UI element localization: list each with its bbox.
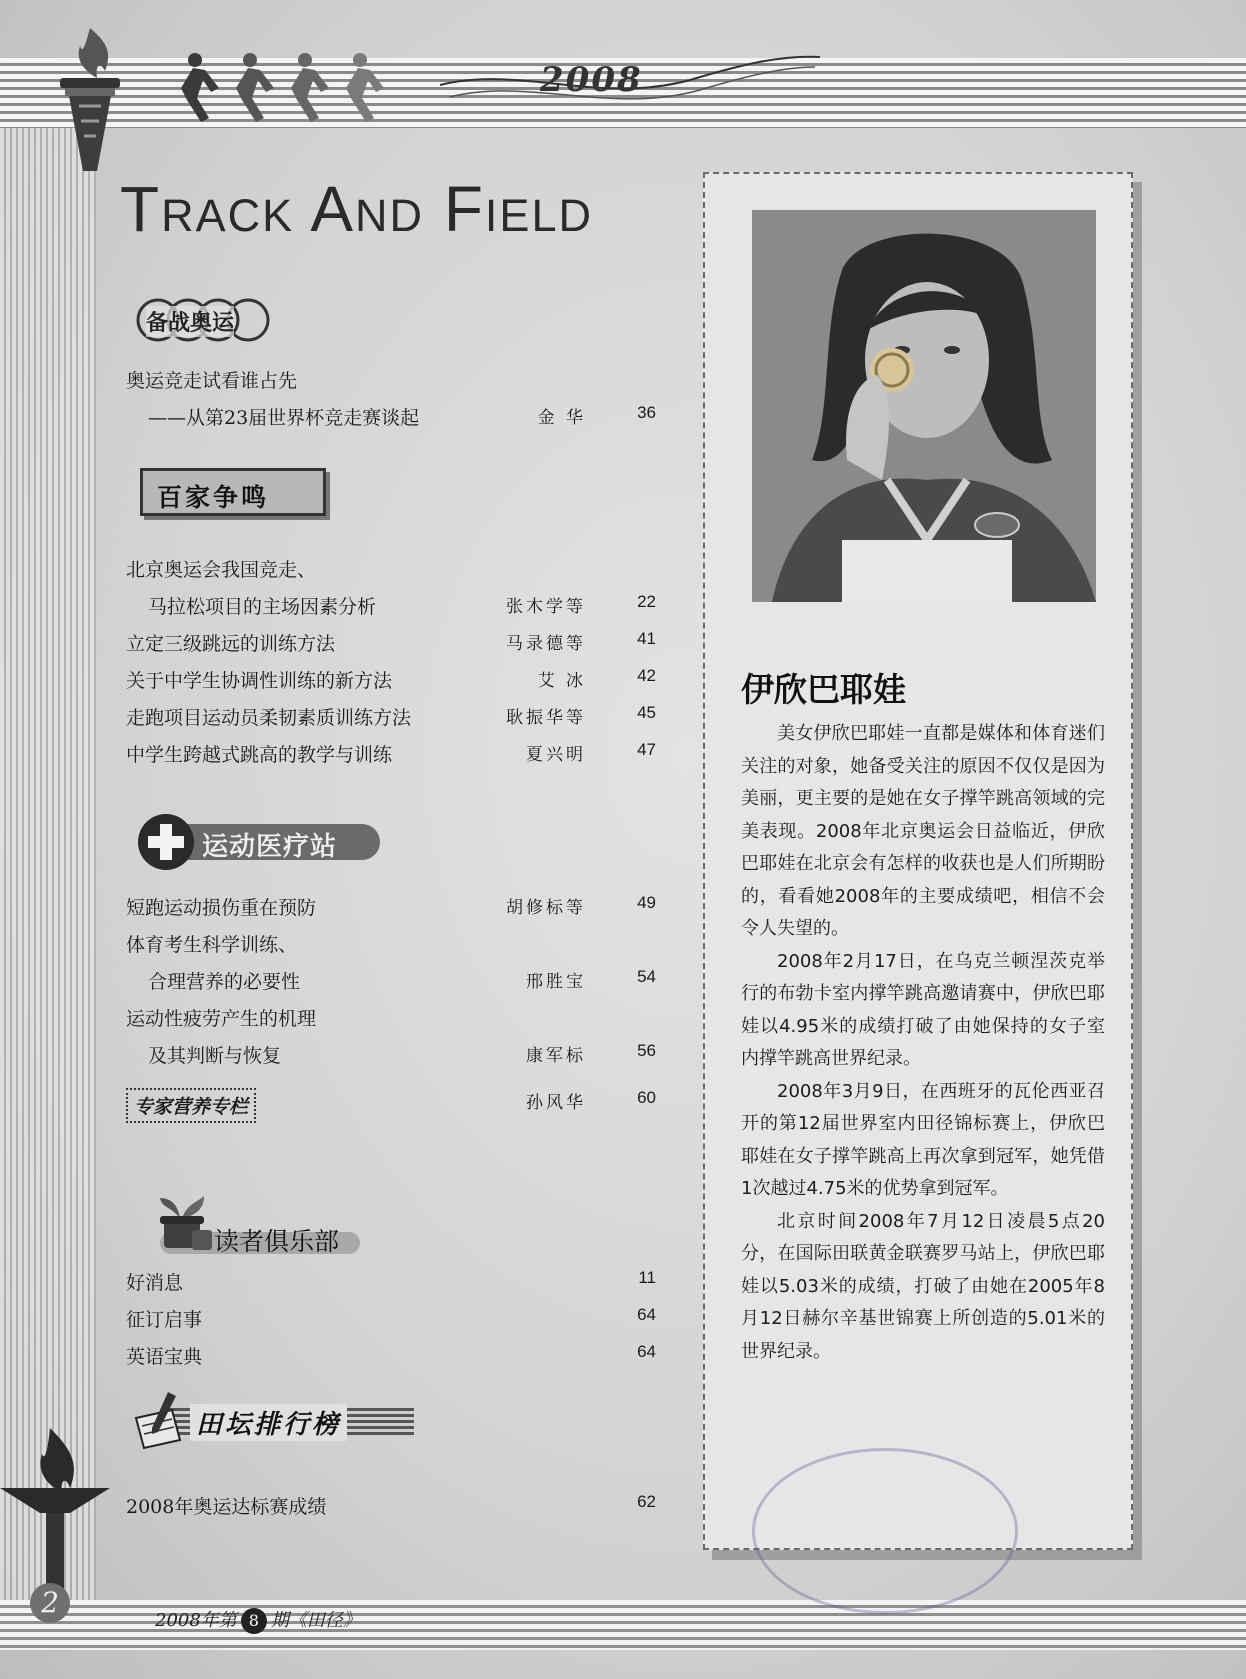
section-heading-label: 百家争鸣 <box>157 483 270 512</box>
toc-title: 北京奥运会我国竞走、 <box>126 559 317 581</box>
toc-page: 56 <box>637 1041 656 1060</box>
year-script: 2008 <box>540 60 643 100</box>
toc-title: 体育考生科学训练、 <box>126 934 298 956</box>
toc-entry[interactable] <box>126 930 656 960</box>
feature-paragraph: 美女伊欣巴耶娃一直都是媒体和体育迷们关注的对象，她备受关注的原因不仅仅是因为美丽，更主要的是她在女子撑竿跳高领域的完美表现。2008年北京奥运会日益临近，伊欣巴耶娃在北京会有怎样的收获也是人们所期盼的，看看她2008年的主要成绩吧，相信不会令人失望的。 <box>741 723 1105 939</box>
issue-footer <box>155 1606 361 1634</box>
toc-entry[interactable] <box>126 1088 656 1118</box>
toc-title: 及其判断与恢复 <box>148 1045 282 1067</box>
toc-entry[interactable] <box>126 967 656 997</box>
feature-athlete-name: 伊欣巴耶娃 <box>741 670 906 709</box>
toc-author: 耿振华等 <box>506 708 586 728</box>
toc-author: 胡修标等 <box>506 898 586 918</box>
feature-paragraph: 2008年2月17日，在乌克兰顿涅茨克举行的布勃卡室内撑竿跳高邀请赛中，伊欣巴耶娃以4.95米的成绩打破了由她保持的女子室内撑竿跳高世界纪录。 <box>741 950 1105 1069</box>
section-heading-label: 运动医疗站 <box>202 832 338 862</box>
toc-entry[interactable] <box>126 592 656 622</box>
toc-title: 好消息 <box>126 1272 184 1294</box>
toc-entry[interactable] <box>126 703 656 733</box>
swoosh-decoration <box>440 45 820 115</box>
toc-author: 孙风华 <box>526 1093 586 1113</box>
section-heading-debate <box>140 468 326 516</box>
toc-page: 22 <box>637 592 656 611</box>
section-heading-readers <box>140 1188 368 1260</box>
toc-title: 立定三级跳远的训练方法 <box>126 633 336 655</box>
toc-page: 47 <box>637 740 656 759</box>
toc-title: 中学生跨越式跳高的教学与训练 <box>126 744 393 766</box>
toc-page: 62 <box>637 1492 656 1511</box>
library-stamp <box>752 1448 1018 1614</box>
toc-page: 36 <box>637 403 656 422</box>
toc-title: 奥运竞走试看谁占先 <box>126 370 298 392</box>
toc-entry[interactable] <box>126 403 656 433</box>
toc-title: 关于中学生协调性训练的新方法 <box>126 670 393 692</box>
toc-entry[interactable] <box>126 893 656 923</box>
toc-page: 60 <box>637 1088 656 1107</box>
medical-cross-icon <box>136 812 196 872</box>
toc-title: 专家营养专栏 <box>126 1088 256 1123</box>
toc-author: 艾 冰 <box>537 671 586 691</box>
feature-paragraph: 2008年3月9日，在西班牙的瓦伦西亚召开的第12届世界室内田径锦标赛上，伊欣巴耶娃在女子撑竿跳高上再次拿到冠军，她凭借1次越过4.75米的优势拿到冠军。 <box>741 1080 1105 1199</box>
toc-author: 邢胜宝 <box>526 972 586 992</box>
toc-page: 42 <box>637 666 656 685</box>
toc-page: 41 <box>637 629 656 648</box>
runners-illustration <box>175 48 415 128</box>
toc-entry[interactable] <box>126 629 656 659</box>
section-heading-label: 读者俱乐部 <box>214 1227 340 1256</box>
toc-title: 英语宝典 <box>126 1346 203 1368</box>
section-heading-rankings <box>128 1388 418 1452</box>
toc-page: 11 <box>638 1268 656 1287</box>
issue-suffix: 期《田径》 <box>270 1610 361 1631</box>
toc-author: 金 华 <box>537 408 586 428</box>
toc-entry[interactable] <box>126 1305 656 1335</box>
toc-entry[interactable] <box>126 740 656 770</box>
magazine-title: Track And Field <box>120 173 593 245</box>
plant-pot-icon <box>150 1188 220 1258</box>
toc-entry[interactable] <box>126 666 656 696</box>
toc-title: 合理营养的必要性 <box>148 971 301 993</box>
left-stripes <box>0 128 96 1628</box>
toc-author: 夏兴明 <box>526 745 586 765</box>
toc-title: ——从第23届世界杯竞走赛谈起 <box>148 407 420 429</box>
section-heading-prep-olympics <box>128 296 278 346</box>
toc-page: 54 <box>637 967 656 986</box>
olympic-torch-icon <box>55 26 125 171</box>
feature-article <box>741 718 1105 1368</box>
section-heading-label: 备战奥运 <box>146 306 234 337</box>
toc-title: 征订启事 <box>126 1309 203 1331</box>
toc-author: 康军标 <box>526 1046 586 1066</box>
section-heading-medical <box>136 812 384 870</box>
toc-title: 2008年奥运达标赛成绩 <box>126 1496 327 1518</box>
flame-torch-icon <box>0 1418 110 1598</box>
toc-author: 张木学等 <box>506 597 586 617</box>
toc-entry[interactable] <box>126 1268 656 1298</box>
toc-author: 马录德等 <box>506 634 586 654</box>
toc-entry[interactable] <box>126 555 656 585</box>
toc-title: 走跑项目运动员柔韧素质训练方法 <box>126 707 412 729</box>
toc-title: 运动性疲劳产生的机理 <box>126 1008 317 1030</box>
toc-page: 64 <box>637 1342 656 1361</box>
issue-number-badge: 8 <box>241 1608 267 1634</box>
toc-entry[interactable] <box>126 1041 656 1071</box>
toc-entry[interactable] <box>126 366 656 396</box>
section-heading-label: 田坛排行榜 <box>190 1404 347 1441</box>
feature-paragraph: 北京时间2008年7月12日凌晨5点20分，在国际田联黄金联赛罗马站上，伊欣巴耶娃以5.03米的成绩，打破了由她在2005年8月12日赫尔辛基世锦赛上所创造的5.01米的世界纪录。 <box>741 1210 1105 1362</box>
toc-entry[interactable] <box>126 1492 656 1522</box>
toc-title: 短跑运动损伤重在预防 <box>126 897 317 919</box>
toc-page: 49 <box>637 893 656 912</box>
toc-title: 马拉松项目的主场因素分析 <box>148 596 377 618</box>
page-number: 2 <box>30 1583 70 1623</box>
toc-page: 45 <box>637 703 656 722</box>
notepad-pen-icon <box>128 1388 198 1452</box>
toc-page: 64 <box>637 1305 656 1324</box>
toc-entry[interactable] <box>126 1342 656 1372</box>
athlete-photo <box>752 210 1096 602</box>
toc-entry[interactable] <box>126 1004 656 1034</box>
athlete-portrait-illustration <box>752 210 1096 602</box>
issue-prefix: 2008年第 <box>155 1610 237 1631</box>
